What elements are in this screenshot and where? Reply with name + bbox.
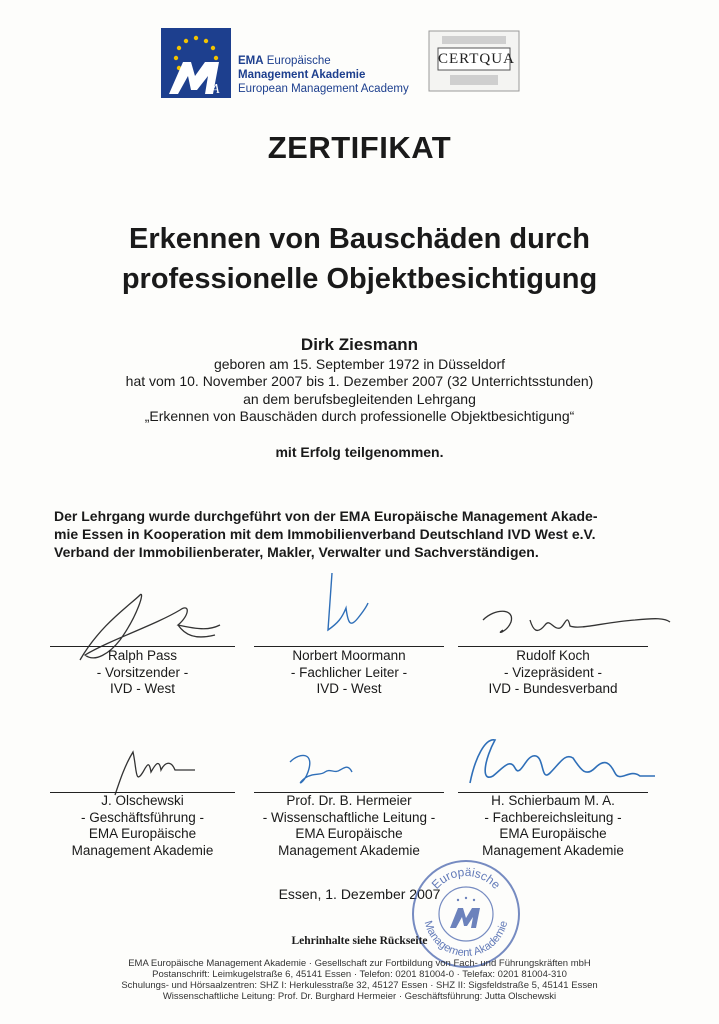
place-and-date: Essen, 1. Dezember 2007	[278, 886, 441, 902]
signature-norbert-moormann	[310, 568, 390, 643]
signature-b-hermeier	[280, 742, 370, 792]
signatory-org: IVD - West	[316, 681, 382, 696]
description-line2: mie Essen in Kooperation mit dem Immobilienverband Deutschland IVD West e.V.	[54, 526, 596, 542]
participant-name: Dirk Ziesmann	[300, 335, 419, 354]
signature-h-schierbaum	[455, 728, 665, 798]
stamp-ema-icon	[450, 897, 480, 928]
course-intro: an dem berufsbegleitenden Lehrgang	[243, 391, 476, 407]
signatory-name: Norbert Moormann	[292, 648, 406, 663]
footer-line2: Postanschrift: Leimkugelstraße 6, 45141 Essen · Telefon: 0201 81004-0 · Telefax: 0201 81004-310	[152, 969, 567, 980]
course-title-line1: Erkennen von Bauschäden durch	[129, 223, 590, 255]
ema-logo-line2: Management Akademie	[238, 69, 366, 81]
signatory-role: - Fachlicher Leiter -	[290, 664, 408, 680]
description-line1: Der Lehrgang wurde durchgeführt von der EMA Europäische Management Akade-	[54, 508, 598, 524]
signatory-block-1	[40, 648, 245, 698]
stamp-bottom-text: Management Akademie	[421, 919, 511, 960]
signatory-name: Prof. Dr. B. Hermeier	[286, 793, 412, 808]
signatory-org: IVD - West	[109, 681, 175, 696]
certqua-logo-text: CERTQUA	[438, 51, 515, 67]
signatory-org: EMA Europäische	[499, 826, 607, 841]
certqua-logo	[428, 30, 520, 92]
course-period: hat vom 10. November 2007 bis 1. Dezember 2007 (32 Unterrichtsstunden)	[125, 373, 594, 389]
signatory-role: - Wissenschaftliche Leitung -	[262, 809, 436, 825]
signatory-block-2	[244, 648, 454, 698]
footer-line1: EMA Europäische Management Akademie · Gesellschaft zur Fortbildung von Fach- und Führungskräften mbH	[128, 958, 591, 969]
signature-line-3	[458, 646, 648, 647]
signature-j-olschewski	[85, 740, 215, 800]
signatory-role: - Fachbereichsleitung -	[484, 809, 622, 825]
signatory-role: - Vorsitzender -	[96, 664, 189, 680]
signatory-org: IVD - Bundesverband	[488, 681, 618, 696]
footer-line3: Schulungs- und Hörsaalzentren: SHZ I: Herkulesstraße 32, 45127 Essen · SHZ II: Sigsfeldstraße 5, 45141 Essen	[121, 980, 598, 991]
signatory-block-5	[244, 793, 454, 859]
description-line3: Verband der Immobilienberater, Makler, Verwalter und Sachverständigen.	[54, 544, 539, 560]
course-title-line2: professionelle Objektbesichtigung	[121, 263, 598, 295]
signatory-name: H. Schierbaum M. A.	[491, 793, 615, 808]
signatory-org-2: Management Akademie	[71, 842, 214, 858]
signatory-name: Ralph Pass	[107, 648, 178, 663]
signatory-org: EMA Europäische	[88, 826, 197, 841]
signatory-block-4	[40, 793, 245, 859]
ema-logo-text	[238, 54, 409, 96]
svg-text:A: A	[211, 82, 220, 97]
footer-line4: Wissenschaftliche Leitung: Prof. Dr. Burghard Hermeier · Geschäftsführung: Jutta Olschewski	[162, 991, 557, 1002]
signature-line-1	[50, 646, 235, 647]
result-text: mit Erfolg teilgenommen.	[275, 444, 444, 460]
signatory-role: - Geschäftsführung -	[80, 809, 205, 825]
signatory-name: Rudolf Koch	[516, 648, 590, 663]
official-stamp	[410, 858, 522, 970]
ema-logo-graphic	[161, 28, 231, 98]
signatory-org-2: Management Akademie	[278, 842, 420, 858]
ema-logo-line1-rest: Europäische	[263, 55, 331, 67]
stamp-top-text: Europäische	[428, 864, 504, 892]
participant-birth: geboren am 15. September 1972 in Düsseldorf	[213, 356, 506, 372]
certificate-title: ZERTIFIKAT	[267, 130, 452, 165]
course-quote: „Erkennen von Bauschäden durch professionelle Objektbesichtigung“	[144, 408, 575, 424]
signatory-org: EMA Europäische	[295, 826, 403, 841]
ema-logo-line3: European Management Academy	[238, 83, 409, 95]
signatory-org-2: Management Akademie	[482, 842, 624, 858]
signatory-role: - Vizepräsident -	[503, 664, 603, 680]
contents-note: Lehrinhalte siehe Rückseite	[291, 935, 428, 947]
signature-rudolf-koch	[475, 600, 675, 645]
signatory-block-6	[448, 793, 658, 859]
signatory-block-3	[448, 648, 658, 698]
ema-logo	[161, 28, 231, 98]
ema-logo-line1-bold: EMA	[238, 55, 264, 67]
signatory-name: J. Olschewski	[101, 793, 184, 808]
signature-line-2	[254, 646, 444, 647]
